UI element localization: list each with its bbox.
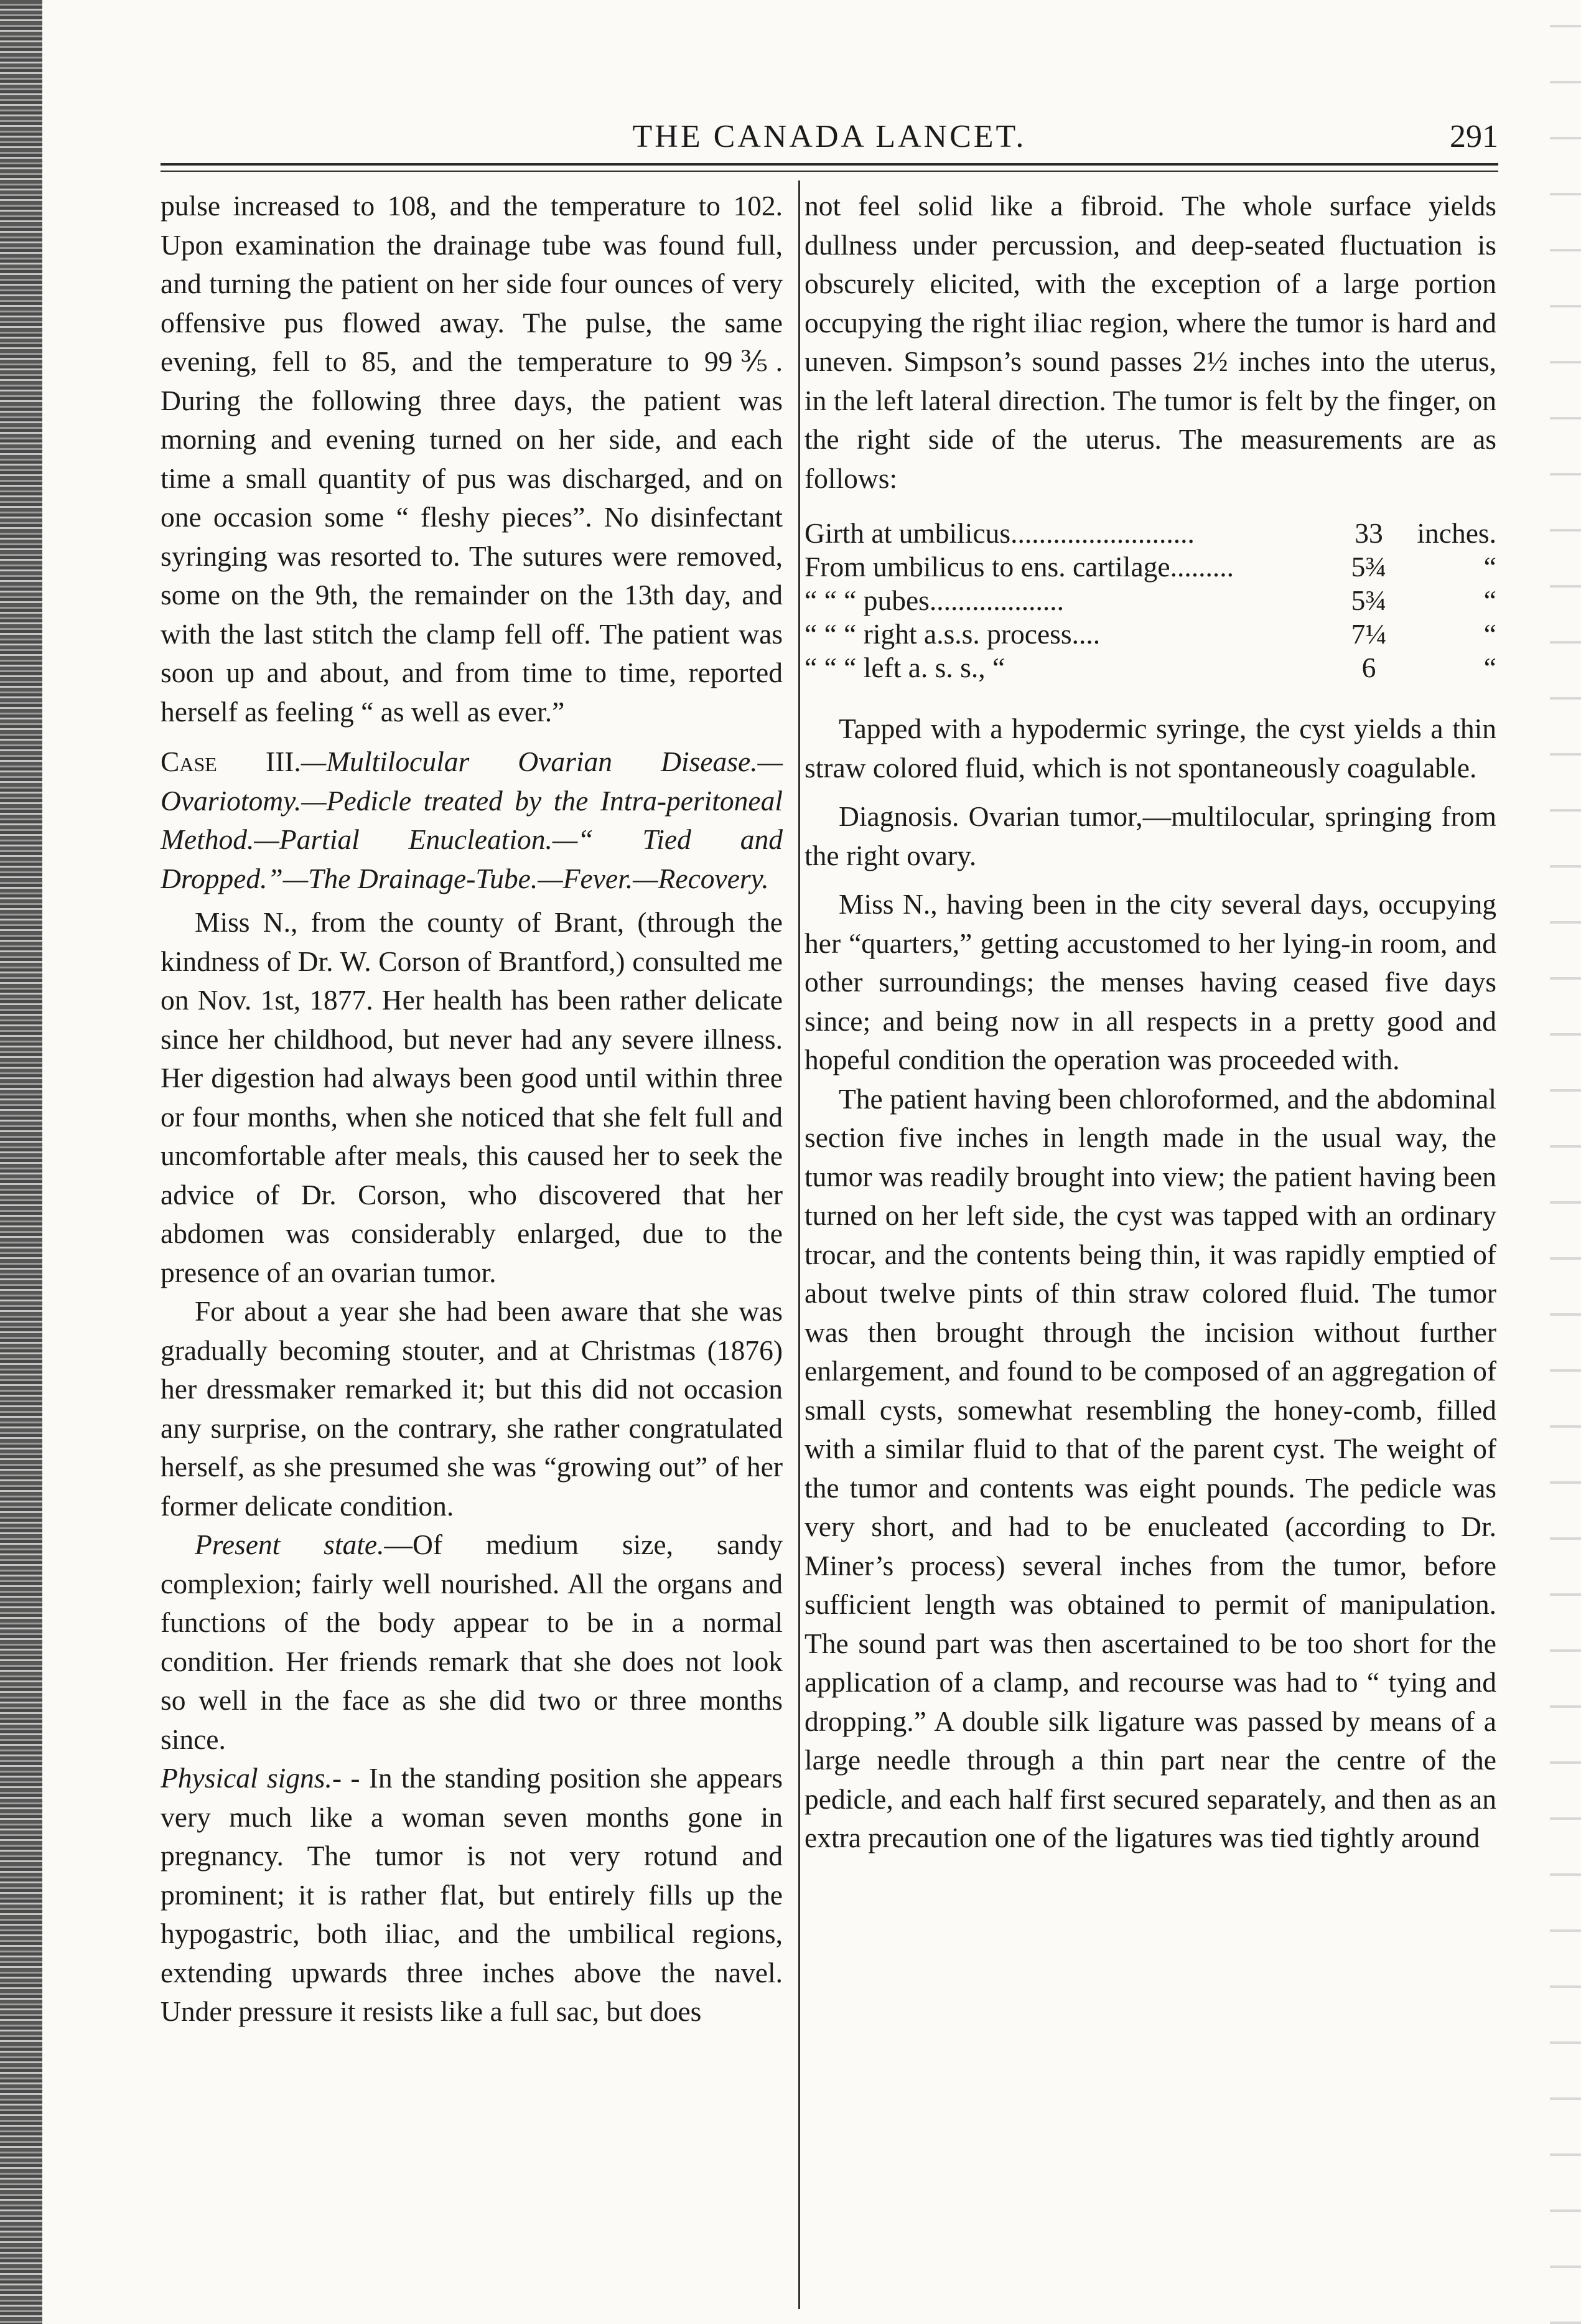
paragraph	[161, 1525, 783, 1759]
running-title: THE CANADA LANCET.	[632, 119, 1027, 154]
measure-unit: inches.	[1417, 517, 1496, 549]
measure-value: 5¾	[1351, 584, 1387, 616]
page-right-edge	[1550, 0, 1581, 2324]
case-label: Case III.	[161, 746, 301, 777]
paragraph: For about a year she had been aware that she was gradually becoming stouter, and at Christmas (1876) her dressmaker remarked it; but this did not occasion any surprise, on the contrary, she rather congratulated herself, as she presumed she was “growing out” of her former delicate condition.	[161, 1295, 783, 1522]
measure-value: 7¼	[1351, 618, 1387, 650]
paragraph: not feel solid like a fibroid. The whole surface yields dullness under percussion, and deep-seated fluctuation is obscurely elicited, with the exception of a large portion occupying the right iliac region, where the tumor is hard and uneven. Simpson’s sound passes 2½ inches into the uterus, in the left lateral direction. The tumor is felt by the finger, on the right side of the uterus. The measurements are as follows:	[804, 190, 1496, 494]
page-header	[161, 118, 1498, 162]
paragraph: The patient having been chloroformed, and the abdominal section five inches in length made in the usual way, the tumor was readily brought into view; the patient having been turned on her left side, the cyst was tapped with an ordinary trocar, and the contents being thin, it was rapidly emptied of about twelve pints of thin straw colored fluid. The tumor was then brought through the incision without further enlargement, and found to be composed of an aggregation of small cysts, somewhat resembling the honey-comb, filled with a similar fluid to that of the parent cyst. The weight of the tumor and contents was eight pounds. The pedicle was very short, and had to be enucleated (according to Dr. Miner’s process) several inches from the tumor, before sufficient length was obtained to permit of manipulation. The sound part was then ascertained to be too short for the application of a clamp, and recourse was had to “ tying and dropping.” A double silk ligature was passed by means of a large needle through a thin part near the centre of the pedicle, and each half first secured separately, and then as an extra precaution one of the ligatures was tied tightly around	[804, 1082, 1496, 1853]
measurements-table	[804, 517, 1496, 685]
table-row	[804, 517, 1496, 550]
measure-label: Girth at umbilicus..........................	[804, 517, 1195, 549]
left-column	[161, 187, 783, 2031]
header-rule-bottom	[161, 171, 1498, 172]
table-row	[804, 617, 1496, 651]
table-row	[804, 584, 1496, 617]
section-label: Physical signs.	[161, 1762, 332, 1794]
paragraph: Diagnosis. Ovarian tumor,—multilocular, springing from the right ovary.	[804, 800, 1496, 871]
right-column	[804, 187, 1496, 1858]
measure-unit: “	[1483, 618, 1496, 650]
section-label: Present state.	[195, 1529, 385, 1560]
column-divider	[798, 180, 800, 2309]
paragraph: Tapped with a hypodermic syringe, the cyst yields a thin straw colored fluid, which is not spontaneously coagulable.	[804, 713, 1496, 784]
measure-value: 33	[1355, 517, 1383, 549]
measure-label: From umbilicus to ens. cartilage.........	[804, 551, 1234, 583]
measure-unit: “	[1483, 551, 1496, 583]
measure-unit: “	[1483, 652, 1496, 683]
paragraph: pulse increased to 108, and the temperature to 102. Upon examination the drainage tube was found full, and turning the patient on her side four ounces of very offensive pus flowed away. The pulse, the same evening, fell to 85, and the temperature to 99⅗. During the following three days, the patient was morning and evening turned on her side, and each time a small quantity of pus was discharged, and on one occasion some “ fleshy pieces”. No disinfectant syringing was resorted to. The sutures were removed, some on the 9th, the remainder on the 13th day, and with the last stitch the clamp fell off. The patient was soon up and about, and from time to time, reported herself as feeling “ as well as ever.”	[161, 190, 783, 728]
page-number: 291	[1450, 119, 1498, 154]
paragraph-text: - - In the standing position she appears very much like a woman seven months gone in pregnancy. The tumor is not very rotund and prominent; it is rather flat, but entirely fills up the hypogastric, both iliac, and the umbilical regions, extending upwards three inches above the navel. Under pressure it resists like a full sac, but does	[161, 1762, 783, 2027]
table-row	[804, 550, 1496, 584]
measure-value: 5¾	[1351, 551, 1387, 583]
measure-value: 6	[1361, 652, 1376, 683]
paragraph	[161, 1759, 783, 2031]
measure-label: “ “ “ right a.s.s. process....	[804, 618, 1101, 650]
header-rule-top	[161, 163, 1498, 166]
page-binding-edge	[0, 0, 42, 2324]
table-row	[804, 651, 1496, 685]
case-title: —Multilocular Ovarian Disease.— Ovariotomy.—Pedicle treated by the Intra-peritoneal Method.—Partial Enucleation.—“ Tied and Dropped.”—The Drainage-Tube.—Fever.—Recovery.	[161, 746, 783, 894]
paragraph-text: —Of medium size, sandy complexion; fairly well nourished. All the organs and functions of the body appear to be in a normal condition. Her friends remark that she does not look so well in the face as she did two or three months since.	[161, 1529, 783, 1755]
paragraph: Miss N., having been in the city several days, occupying her “quarters,” getting accustomed to her lying-in room, and other surroundings; the menses having ceased five days since; and being now in all respects in a pretty good and hopeful condition the operation was proceeded with.	[804, 888, 1496, 1075]
paragraph: Miss N., from the county of Brant, (through the kindness of Dr. W. Corson of Brantford,) consulted me on Nov. 1st, 1877. Her health has been rather delicate since her childhood, but never had any severe illness. Her digestion had always been good until within three or four months, when she noticed that she felt full and uncomfortable after meals, this caused her to seek the advice of Dr. Corson, who discovered that her abdomen was considerably enlarged, due to the presence of an ovarian tumor.	[161, 906, 783, 1288]
measure-label: “ “ “ left a. s. s., “	[804, 652, 1005, 683]
measure-label: “ “ “ pubes...................	[804, 584, 1064, 616]
case-heading	[161, 743, 783, 898]
measure-unit: “	[1483, 584, 1496, 616]
